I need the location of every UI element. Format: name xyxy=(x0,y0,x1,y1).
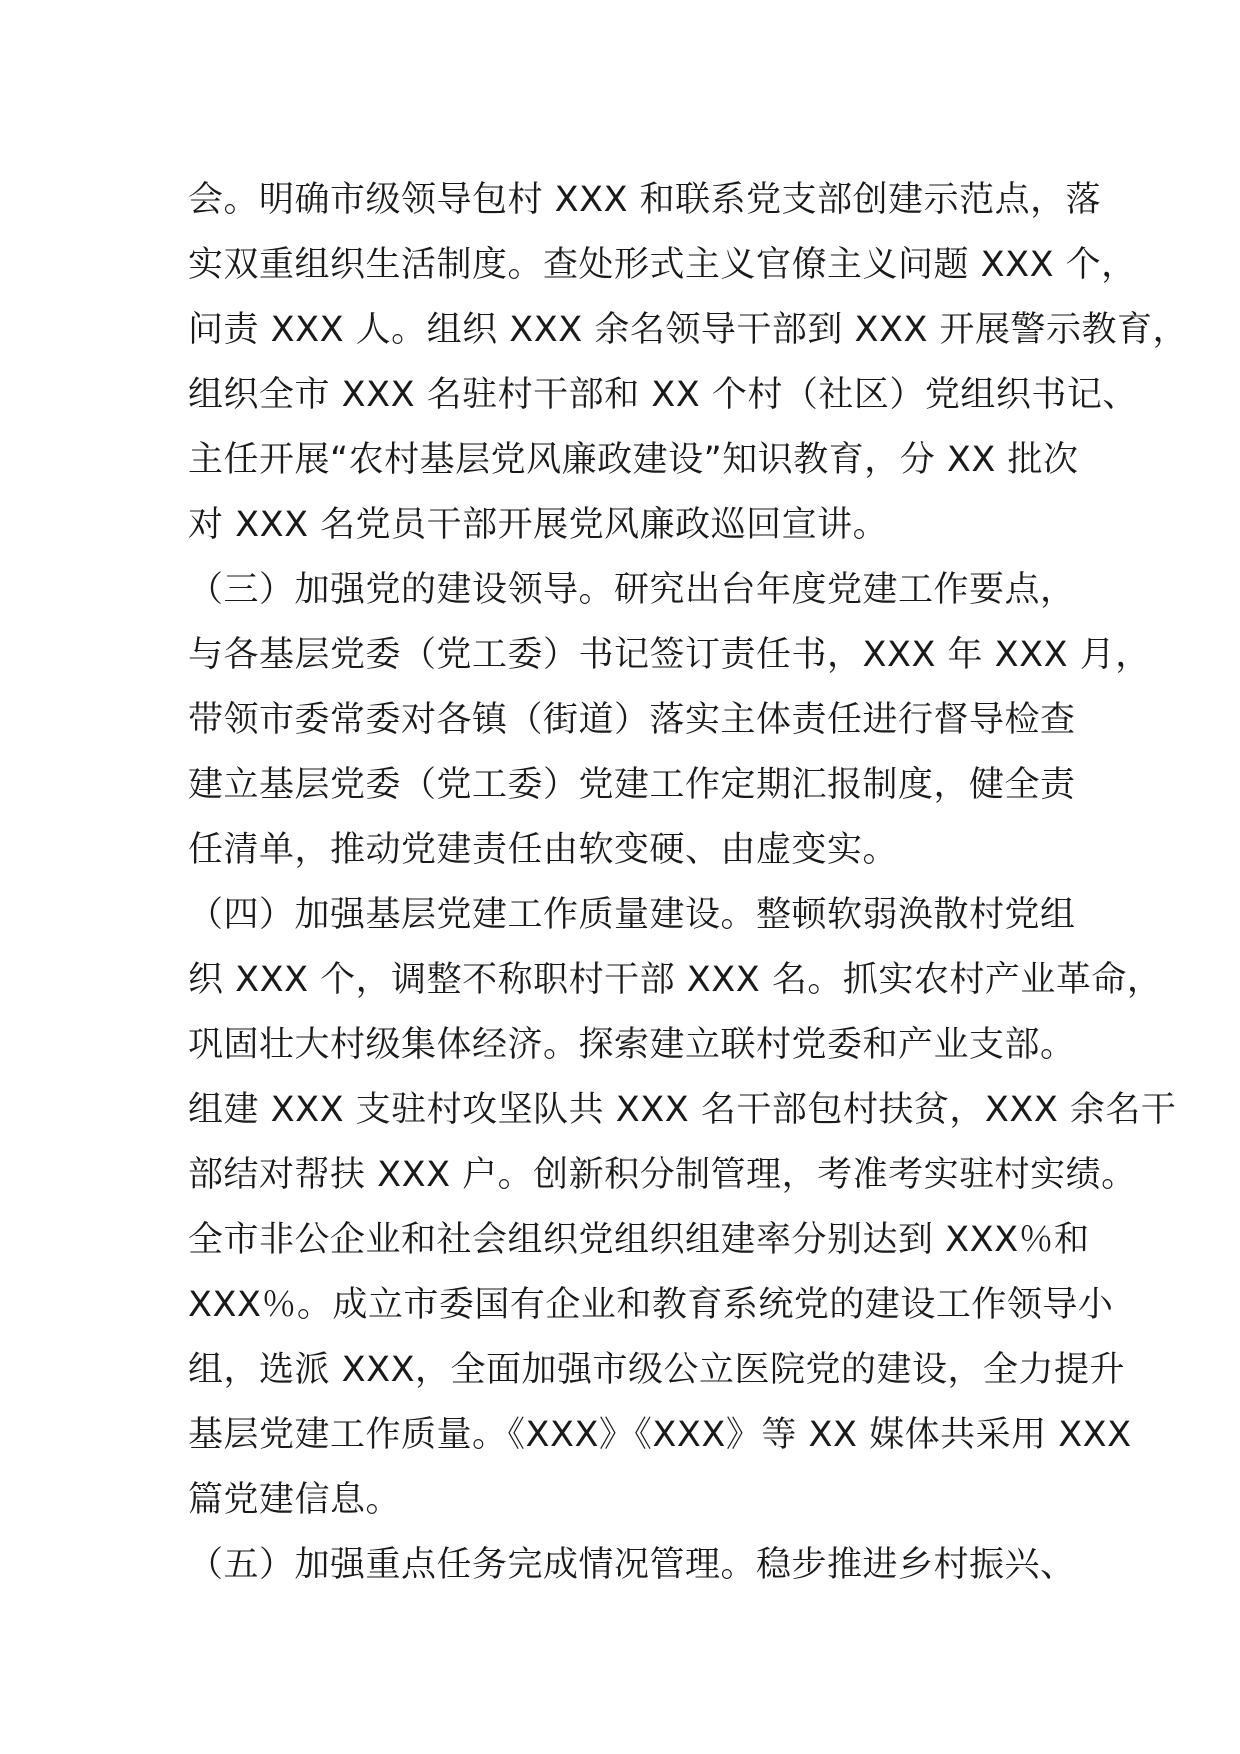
text-line: 部结对帮扶 XXX 户。创新积分制管理，考准考实驻村实绩。 xyxy=(188,1155,1137,1195)
text-line: XXX％。成立市委国有企业和教育系统党的建设工作领导小 xyxy=(188,1285,1114,1325)
text-line: 巩固壮大村级集体经济。探索建立联村党委和产业支部。 xyxy=(188,1025,1076,1065)
section-heading-4: （四）加强基层党建工作质量建设。整顿软弱涣散村党组 xyxy=(188,895,1076,935)
text-line: 织 XXX 个，调整不称职村干部 XXX 名。抓实农村产业革命， xyxy=(188,960,1163,1000)
section-heading-3: （三）加强党的建设领导。研究出台年度党建工作要点， xyxy=(188,570,1076,610)
body-text xyxy=(188,168,1189,1598)
text-line: 建立基层党委（党工委）党建工作定期汇报制度，健全责 xyxy=(188,765,1076,805)
text-line: 篇党建信息。 xyxy=(188,1480,402,1520)
text-line: 组建 XXX 支驻村攻坚队共 XXX 名干部包村扶贫，XXX 余名干 xyxy=(188,1090,1177,1130)
section-heading-5: （五）加强重点任务完成情况管理。稳步推进乡村振兴、 xyxy=(188,1545,1076,1585)
text-line: 问责 XXX 人。组织 XXX 余名领导干部到 XXX 开展警示教育， xyxy=(188,310,1189,350)
text-line: 会。明确市级领导包村 XXX 和联系党支部创建示范点，落 xyxy=(188,180,1102,220)
text-line: 主任开展“农村基层党风廉政建设”知识教育，分 XX 批次 xyxy=(188,440,1079,480)
text-line: 全市非公企业和社会组织党组织组建率分别达到 XXX％和 xyxy=(188,1220,1090,1260)
text-line: 与各基层党委（党工委）书记签订责任书，XXX 年 XXX 月， xyxy=(188,635,1151,675)
text-line: 组，选派 XXX，全面加强市级公立医院党的建设，全力提升 xyxy=(188,1350,1126,1390)
text-line: 任清单，推动党建责任由软变硬、由虚变实。 xyxy=(188,830,899,870)
text-line: 带领市委常委对各镇（街道）落实主体责任进行督导检查 xyxy=(188,700,1076,740)
text-line: 对 XXX 名党员干部开展党风廉政巡回宣讲。 xyxy=(188,505,889,545)
text-line: 基层党建工作质量。《XXX》《XXX》等 XX 媒体共采用 XXX xyxy=(188,1415,1132,1455)
text-line: 组织全市 XXX 名驻村干部和 XX 个村（社区）党组织书记、 xyxy=(188,375,1138,415)
text-line: 实双重组织生活制度。查处形式主义官僚主义问题 XXX 个， xyxy=(188,245,1137,285)
